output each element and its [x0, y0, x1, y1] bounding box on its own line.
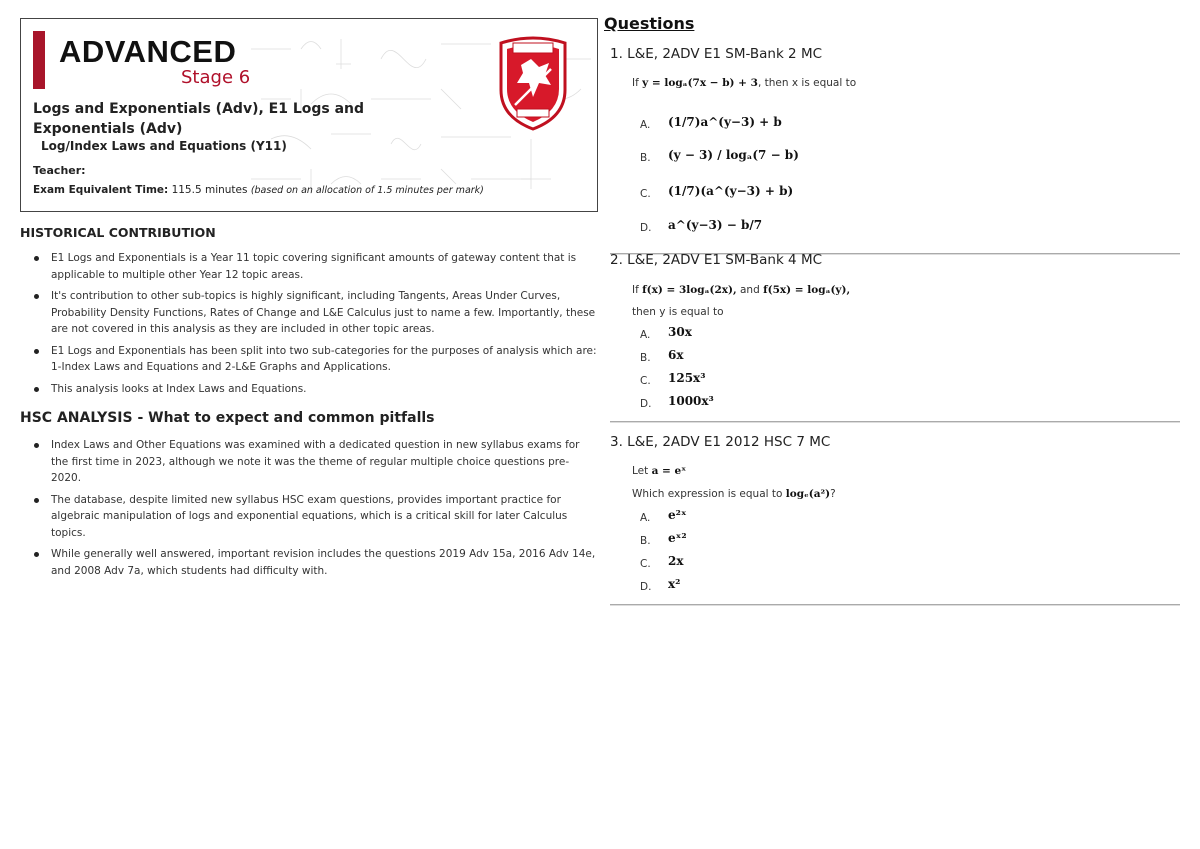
- math-expression: y = logₐ(7x − b) + 3: [642, 77, 758, 89]
- option-a[interactable]: A. 30x: [640, 325, 692, 341]
- question-stem: Let a = eˣ: [632, 465, 687, 477]
- option-b[interactable]: B. 6x: [640, 348, 684, 364]
- title-banner: [20, 18, 598, 212]
- option-a[interactable]: A. (1/7)a^(y−3) + b: [640, 115, 782, 131]
- list-item: The database, despite limited new syllabus HSC exam questions, provides important practice for algebraic manipulation of logs and exponential equations, which is a critical skill for later Calculus topics.: [20, 492, 598, 542]
- topic-title: Logs and Exponentials (Adv), E1 Logs and Exponentials (Adv): [33, 101, 365, 137]
- divider: [610, 421, 1180, 423]
- option-d[interactable]: D. a^(y−3) − b/7: [640, 218, 763, 234]
- exam-time: [33, 184, 484, 196]
- historical-list: [20, 250, 598, 402]
- left-column: [20, 18, 598, 577]
- hsc-analysis-list: [20, 437, 598, 584]
- option-a[interactable]: A. e²ˣ: [640, 508, 687, 524]
- math-expression: f(5x) = logₐ(y),: [763, 284, 851, 296]
- question-stem: Which expression is equal to logₑ(a²)?: [632, 488, 836, 500]
- bullet-icon: [34, 443, 39, 448]
- divider: [610, 604, 1180, 606]
- historical-heading: HISTORICAL CONTRIBUTION: [20, 225, 216, 240]
- list-item: E1 Logs and Exponentials is a Year 11 topic covering significant amounts of gateway content that is applicable to multiple other Year 12 topic areas.: [20, 250, 598, 283]
- question-stem: If f(x) = 3logₐ(2x), and f(5x) = logₐ(y),: [632, 284, 851, 296]
- option-c[interactable]: C. 125x³: [640, 371, 706, 387]
- math-expression: a = eˣ: [651, 465, 687, 477]
- option-c[interactable]: C. 2x: [640, 554, 684, 570]
- option-b[interactable]: B. eˣ²: [640, 531, 687, 547]
- option-d[interactable]: D. x²: [640, 577, 681, 593]
- list-item: It's contribution to other sub-topics is highly significant, including Tangents, Areas Under Curves, Probability Density Functions, Rates of Change and L&E Calculus just to name a few. Importantly, these are not covered in this analysis as they are included in other topic areas.: [20, 288, 598, 338]
- list-item: E1 Logs and Exponentials has been split into two sub-categories for the purposes of analysis which are: 1-Index Laws and Equations and 2-L&E Graphs and Applications.: [20, 343, 598, 376]
- stage-label: Stage 6: [181, 67, 251, 88]
- bullet-icon: [34, 294, 39, 299]
- bullet-icon: [34, 552, 39, 557]
- course-title: ADVANCED: [59, 34, 237, 69]
- school-crest-icon: [495, 35, 571, 131]
- question-title: 3. L&E, 2ADV E1 2012 HSC 7 MC: [610, 434, 831, 450]
- question-stem: then y is equal to: [632, 306, 724, 318]
- bullet-icon: [34, 498, 39, 503]
- list-item: This analysis looks at Index Laws and Equations.: [20, 381, 598, 398]
- subtopic-title: Log/Index Laws and Equations (Y11): [41, 139, 287, 153]
- question-title: 1. L&E, 2ADV E1 SM-Bank 2 MC: [610, 46, 823, 62]
- math-expression: logₑ(a²): [785, 488, 831, 500]
- accent-bar: [33, 31, 45, 89]
- hsc-analysis-heading: HSC ANALYSIS - What to expect and common pitfalls: [20, 410, 435, 426]
- teacher-label: Teacher:: [33, 164, 86, 177]
- exam-time-label: Exam Equivalent Time:: [33, 184, 169, 196]
- question-stem: If y = logₐ(7x − b) + 3, then x is equal to: [632, 77, 857, 89]
- bullet-icon: [34, 256, 39, 261]
- bullet-icon: [34, 349, 39, 354]
- exam-time-note: (based on an allocation of 1.5 minutes per mark): [250, 185, 484, 196]
- question-title: 2. L&E, 2ADV E1 SM-Bank 4 MC: [610, 252, 823, 268]
- option-b[interactable]: B. (y − 3) / logₐ(7 − b): [640, 148, 799, 164]
- math-expression: f(x) = 3logₐ(2x),: [642, 284, 737, 296]
- bullet-icon: [34, 387, 39, 392]
- questions-heading: Questions: [604, 14, 695, 33]
- exam-time-value: 115.5 minutes: [171, 184, 248, 196]
- list-item: Index Laws and Other Equations was examined with a dedicated question in new syllabus exams for the first time in 2023, although we note it was the theme of regular multiple choice questions pre-2020.: [20, 437, 598, 487]
- option-c[interactable]: C. (1/7)(a^(y−3) + b): [640, 184, 794, 200]
- list-item: While generally well answered, important revision includes the questions 2019 Adv 15a, 2016 Adv 14e, and 2008 Adv 7a, which students had difficulty with.: [20, 546, 598, 579]
- option-d[interactable]: D. 1000x³: [640, 394, 714, 410]
